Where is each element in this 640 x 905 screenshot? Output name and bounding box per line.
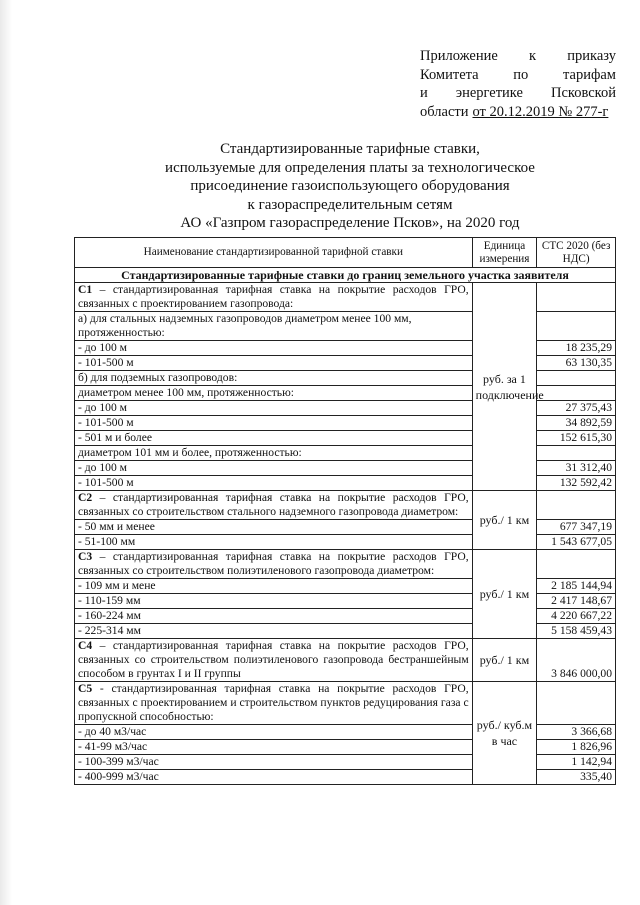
- rate-code: С3: [78, 550, 93, 563]
- c4-unit: [472, 639, 537, 682]
- row-label: - 101-500 м: [75, 356, 473, 371]
- table-row: [75, 639, 616, 682]
- c1-unit: [472, 283, 544, 491]
- row-label: - 101-500 м: [75, 476, 473, 491]
- title-line: присоединение газоиспользующего оборудования: [190, 178, 510, 195]
- row-value: 4 220 667,22: [537, 609, 616, 624]
- unit-text: руб./ куб.м в час: [476, 718, 533, 748]
- table-cell-empty: [537, 550, 616, 579]
- row-value: 5 158 459,43: [537, 624, 616, 639]
- row-label: - 110-159 мм: [75, 594, 473, 609]
- row-label: диаметром менее 100 мм, протяженностью:: [75, 386, 473, 401]
- row-label: - 51-100 мм: [75, 535, 473, 550]
- row-label: - до 100 м: [75, 401, 473, 416]
- table-cell-empty: [537, 682, 616, 725]
- appendix-word: приказу: [567, 48, 616, 64]
- row-value: [537, 312, 616, 341]
- appendix-line-2: [420, 66, 616, 85]
- row-value: 2 185 144,94: [537, 579, 616, 594]
- c2-unit: [472, 491, 537, 550]
- table-cell-empty: [537, 491, 616, 520]
- row-label: - до 40 м3/час: [75, 725, 473, 740]
- row-value: [537, 386, 616, 401]
- row-value: 335,40: [537, 770, 616, 785]
- row-label: - 50 мм и менее: [75, 520, 473, 535]
- document-title: [60, 140, 640, 233]
- row-value: [537, 371, 616, 386]
- header-value: СТС 2020 (без НДС): [537, 238, 616, 268]
- appendix-line-3: [420, 84, 616, 103]
- row-value: 3 366,68: [537, 725, 616, 740]
- rate-description: – стандартизированная тарифная ставка на покрытие расходов ГРО, связанных со строительством полиэтиленового газопровода диаметром:: [78, 550, 469, 577]
- appendix-word: Псковской: [551, 85, 616, 101]
- row-label: - 400-999 м3/час: [75, 770, 473, 785]
- order-date-number: от 20.12.2019 № 277-г: [472, 103, 609, 120]
- rate-description: – стандартизированная тарифная ставка на покрытие расходов ГРО, связанных с проектированием газопровода:: [78, 283, 469, 310]
- row-label: - 101-500 м: [75, 416, 473, 431]
- table-row: [75, 682, 616, 725]
- row-label: - 225-314 мм: [75, 624, 473, 639]
- appendix-word: области: [420, 103, 469, 120]
- section-title: Стандартизированные тарифные ставки до границ земельного участка заявителя: [75, 268, 616, 283]
- row-value: 63 130,35: [537, 356, 616, 371]
- unit-text: руб. за 1 подключение: [475, 371, 544, 402]
- rate-code: С5: [78, 682, 93, 695]
- appendix-word: Приложение: [420, 48, 498, 64]
- row-value: 18 235,29: [537, 341, 616, 356]
- row-value: 132 592,42: [537, 476, 616, 491]
- header-name: Наименование стандартизированной тарифной ставки: [75, 238, 473, 268]
- appendix-header: [420, 47, 616, 121]
- table-row: [75, 550, 616, 579]
- row-value: 1 142,94: [537, 755, 616, 770]
- appendix-line-1: [420, 47, 616, 66]
- appendix-word: к: [529, 48, 537, 64]
- appendix-word: Комитета: [420, 66, 479, 83]
- rate-code: С2: [78, 491, 93, 504]
- row-value: 1 543 677,05: [537, 535, 616, 550]
- unit-text: руб./ 1 км: [479, 587, 530, 601]
- row-label: - до 100 м: [75, 461, 473, 476]
- row-label: б) для подземных газопроводов:: [75, 371, 473, 386]
- rate-description: - стандартизированная тарифная ставка на покрытие расходов ГРО, связанных с проектированием и строительством пунктов редуцирования газа с пропускной способностью:: [78, 682, 469, 723]
- title-line: Стандартизированные тарифные ставки,: [220, 141, 480, 157]
- row-label: - до 100 м: [75, 341, 473, 356]
- appendix-word: энергетике: [455, 85, 523, 101]
- c5-title: [75, 682, 473, 725]
- appendix-line-4: [420, 103, 616, 122]
- table-row: [75, 283, 616, 312]
- c3-title: [75, 550, 473, 579]
- row-label: а) для стальных надземных газопроводов диаметром менее 100 мм, протяженностью:: [75, 312, 473, 341]
- unit-text: руб./ 1 км: [479, 653, 530, 667]
- title-line: АО «Газпром газораспределение Псков», на 2020 год: [180, 215, 520, 232]
- rate-description: – стандартизированная тарифная ставка на покрытие расходов ГРО, связанных со строительством полиэтиленового газопровода бестраншейным способом в грунтах I и II группы: [78, 639, 469, 680]
- c3-unit: [472, 550, 537, 639]
- row-value: 1 826,96: [537, 740, 616, 755]
- row-value: 31 312,40: [537, 461, 616, 476]
- row-label: - 501 м и более: [75, 431, 473, 446]
- row-value: 34 892,59: [537, 416, 616, 431]
- row-value: 27 375,43: [537, 401, 616, 416]
- header-unit: Единица измерения: [472, 238, 537, 268]
- appendix-word: тарифам: [563, 66, 616, 83]
- tariff-table: [74, 237, 616, 785]
- c1-title: [75, 283, 473, 312]
- appendix-word: по: [513, 66, 529, 83]
- title-line: используемые для определения платы за технологическое: [165, 159, 535, 176]
- appendix-word: и: [420, 85, 428, 101]
- section-row: [75, 268, 616, 283]
- row-label: - 109 мм и мене: [75, 579, 473, 594]
- table-row: [75, 491, 616, 520]
- row-value: 677 347,19: [537, 520, 616, 535]
- rate-code: С4: [78, 639, 93, 652]
- row-label: диаметром 101 мм и более, протяженностью:: [75, 446, 473, 461]
- c2-title: [75, 491, 473, 520]
- title-line: к газораспределительным сетям: [247, 196, 453, 213]
- rate-code: С1: [78, 283, 93, 296]
- row-value: 2 417 148,67: [537, 594, 616, 609]
- row-value: [537, 446, 616, 461]
- row-label: - 160-224 мм: [75, 609, 473, 624]
- row-label: - 100-399 м3/час: [75, 755, 473, 770]
- c4-title: [75, 639, 473, 682]
- row-value: 152 615,30: [537, 431, 616, 446]
- table-header-row: [75, 238, 616, 268]
- row-label: - 41-99 м3/час: [75, 740, 473, 755]
- scan-edge-shadow: [0, 0, 12, 905]
- c5-unit: [472, 682, 537, 785]
- unit-text: руб./ 1 км: [479, 513, 530, 527]
- rate-description: – стандартизированная тарифная ставка на покрытие расходов ГРО, связанных со строительством стального надземного газопровода диаметром:: [78, 491, 469, 518]
- table-cell-empty: [537, 283, 616, 312]
- row-value: 3 846 000,00: [537, 639, 616, 682]
